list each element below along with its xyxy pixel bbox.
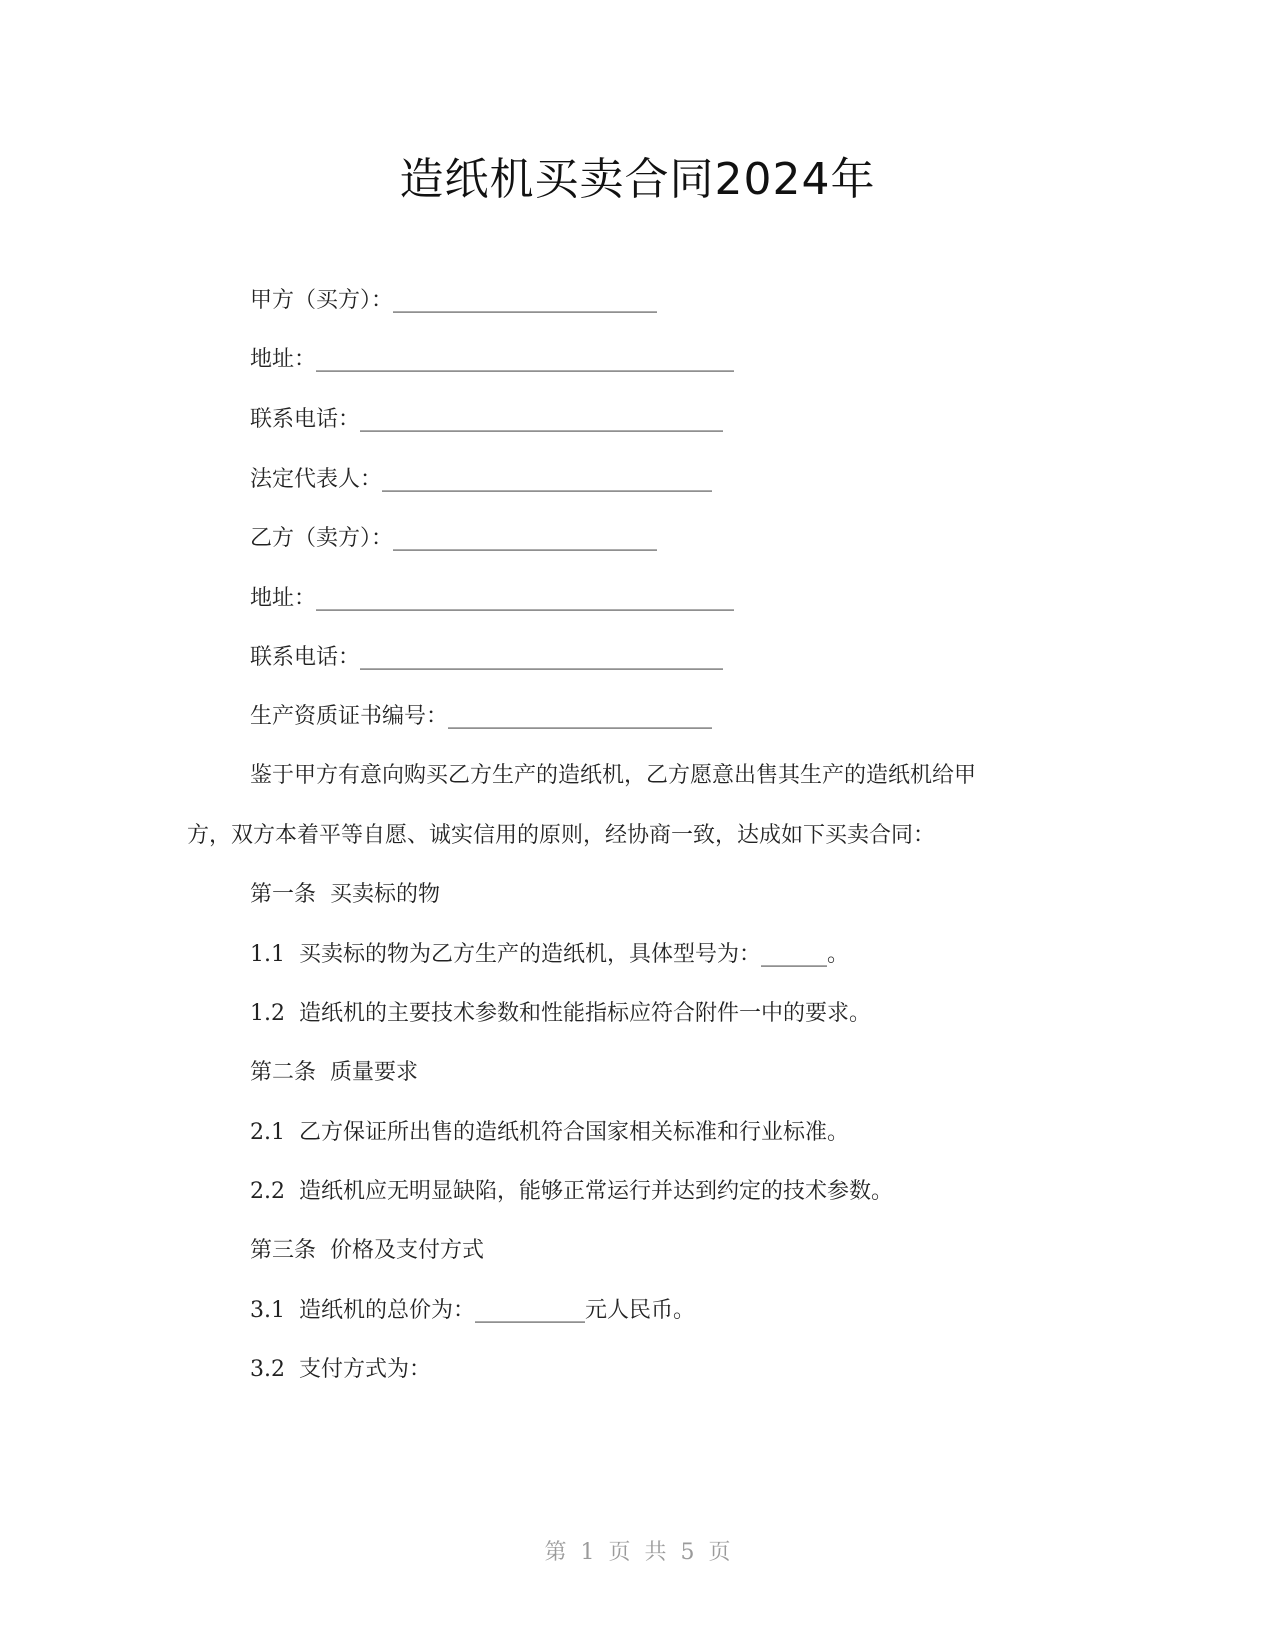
party-a-buyer-line: 甲方（买方）：________________________ xyxy=(250,288,658,313)
party-a-phone-line: 联系电话：_________________________________ xyxy=(250,407,724,432)
party-b-seller-line: 乙方（卖方）：________________________ xyxy=(250,526,658,551)
clause-3-1: 3.1 造纸机的总价为：__________元人民币。 xyxy=(250,1298,695,1323)
party-a-address-line: 地址：______________________________________ xyxy=(250,347,735,372)
party-b-address-line: 地址：______________________________________ xyxy=(250,586,735,611)
preamble-line-2: 方，双方本着平等自愿、诚实信用的原则，经协商一致，达成如下买卖合同： xyxy=(187,823,936,848)
clause-1-1: 1.1 买卖标的物为乙方生产的造纸机，具体型号为：______。 xyxy=(250,942,849,967)
clause-2-2: 2.2 造纸机应无明显缺陷，能够正常运行并达到约定的技术参数。 xyxy=(250,1179,893,1204)
certificate-number-line: 生产资质证书编号：________________________ xyxy=(250,704,713,729)
page-number-footer: 第 1 页 共 5 页 xyxy=(544,1540,731,1565)
party-b-phone-line: 联系电话：_________________________________ xyxy=(250,645,724,670)
article-2-heading: 第二条 质量要求 xyxy=(250,1060,418,1085)
article-3-heading: 第三条 价格及支付方式 xyxy=(250,1238,484,1263)
clause-3-2: 3.2 支付方式为： xyxy=(250,1357,431,1382)
clause-1-2: 1.2 造纸机的主要技术参数和性能指标应符合附件一中的要求。 xyxy=(250,1001,871,1026)
preamble-line-1: 鉴于甲方有意向购买乙方生产的造纸机，乙方愿意出售其生产的造纸机给甲 xyxy=(250,763,977,788)
clause-2-1: 2.1 乙方保证所出售的造纸机符合国家相关标准和行业标准。 xyxy=(250,1120,849,1145)
document-title: 造纸机买卖合同2024年 xyxy=(399,154,876,205)
article-1-heading: 第一条 买卖标的物 xyxy=(250,882,440,907)
legal-representative-line: 法定代表人：______________________________ xyxy=(250,467,713,492)
